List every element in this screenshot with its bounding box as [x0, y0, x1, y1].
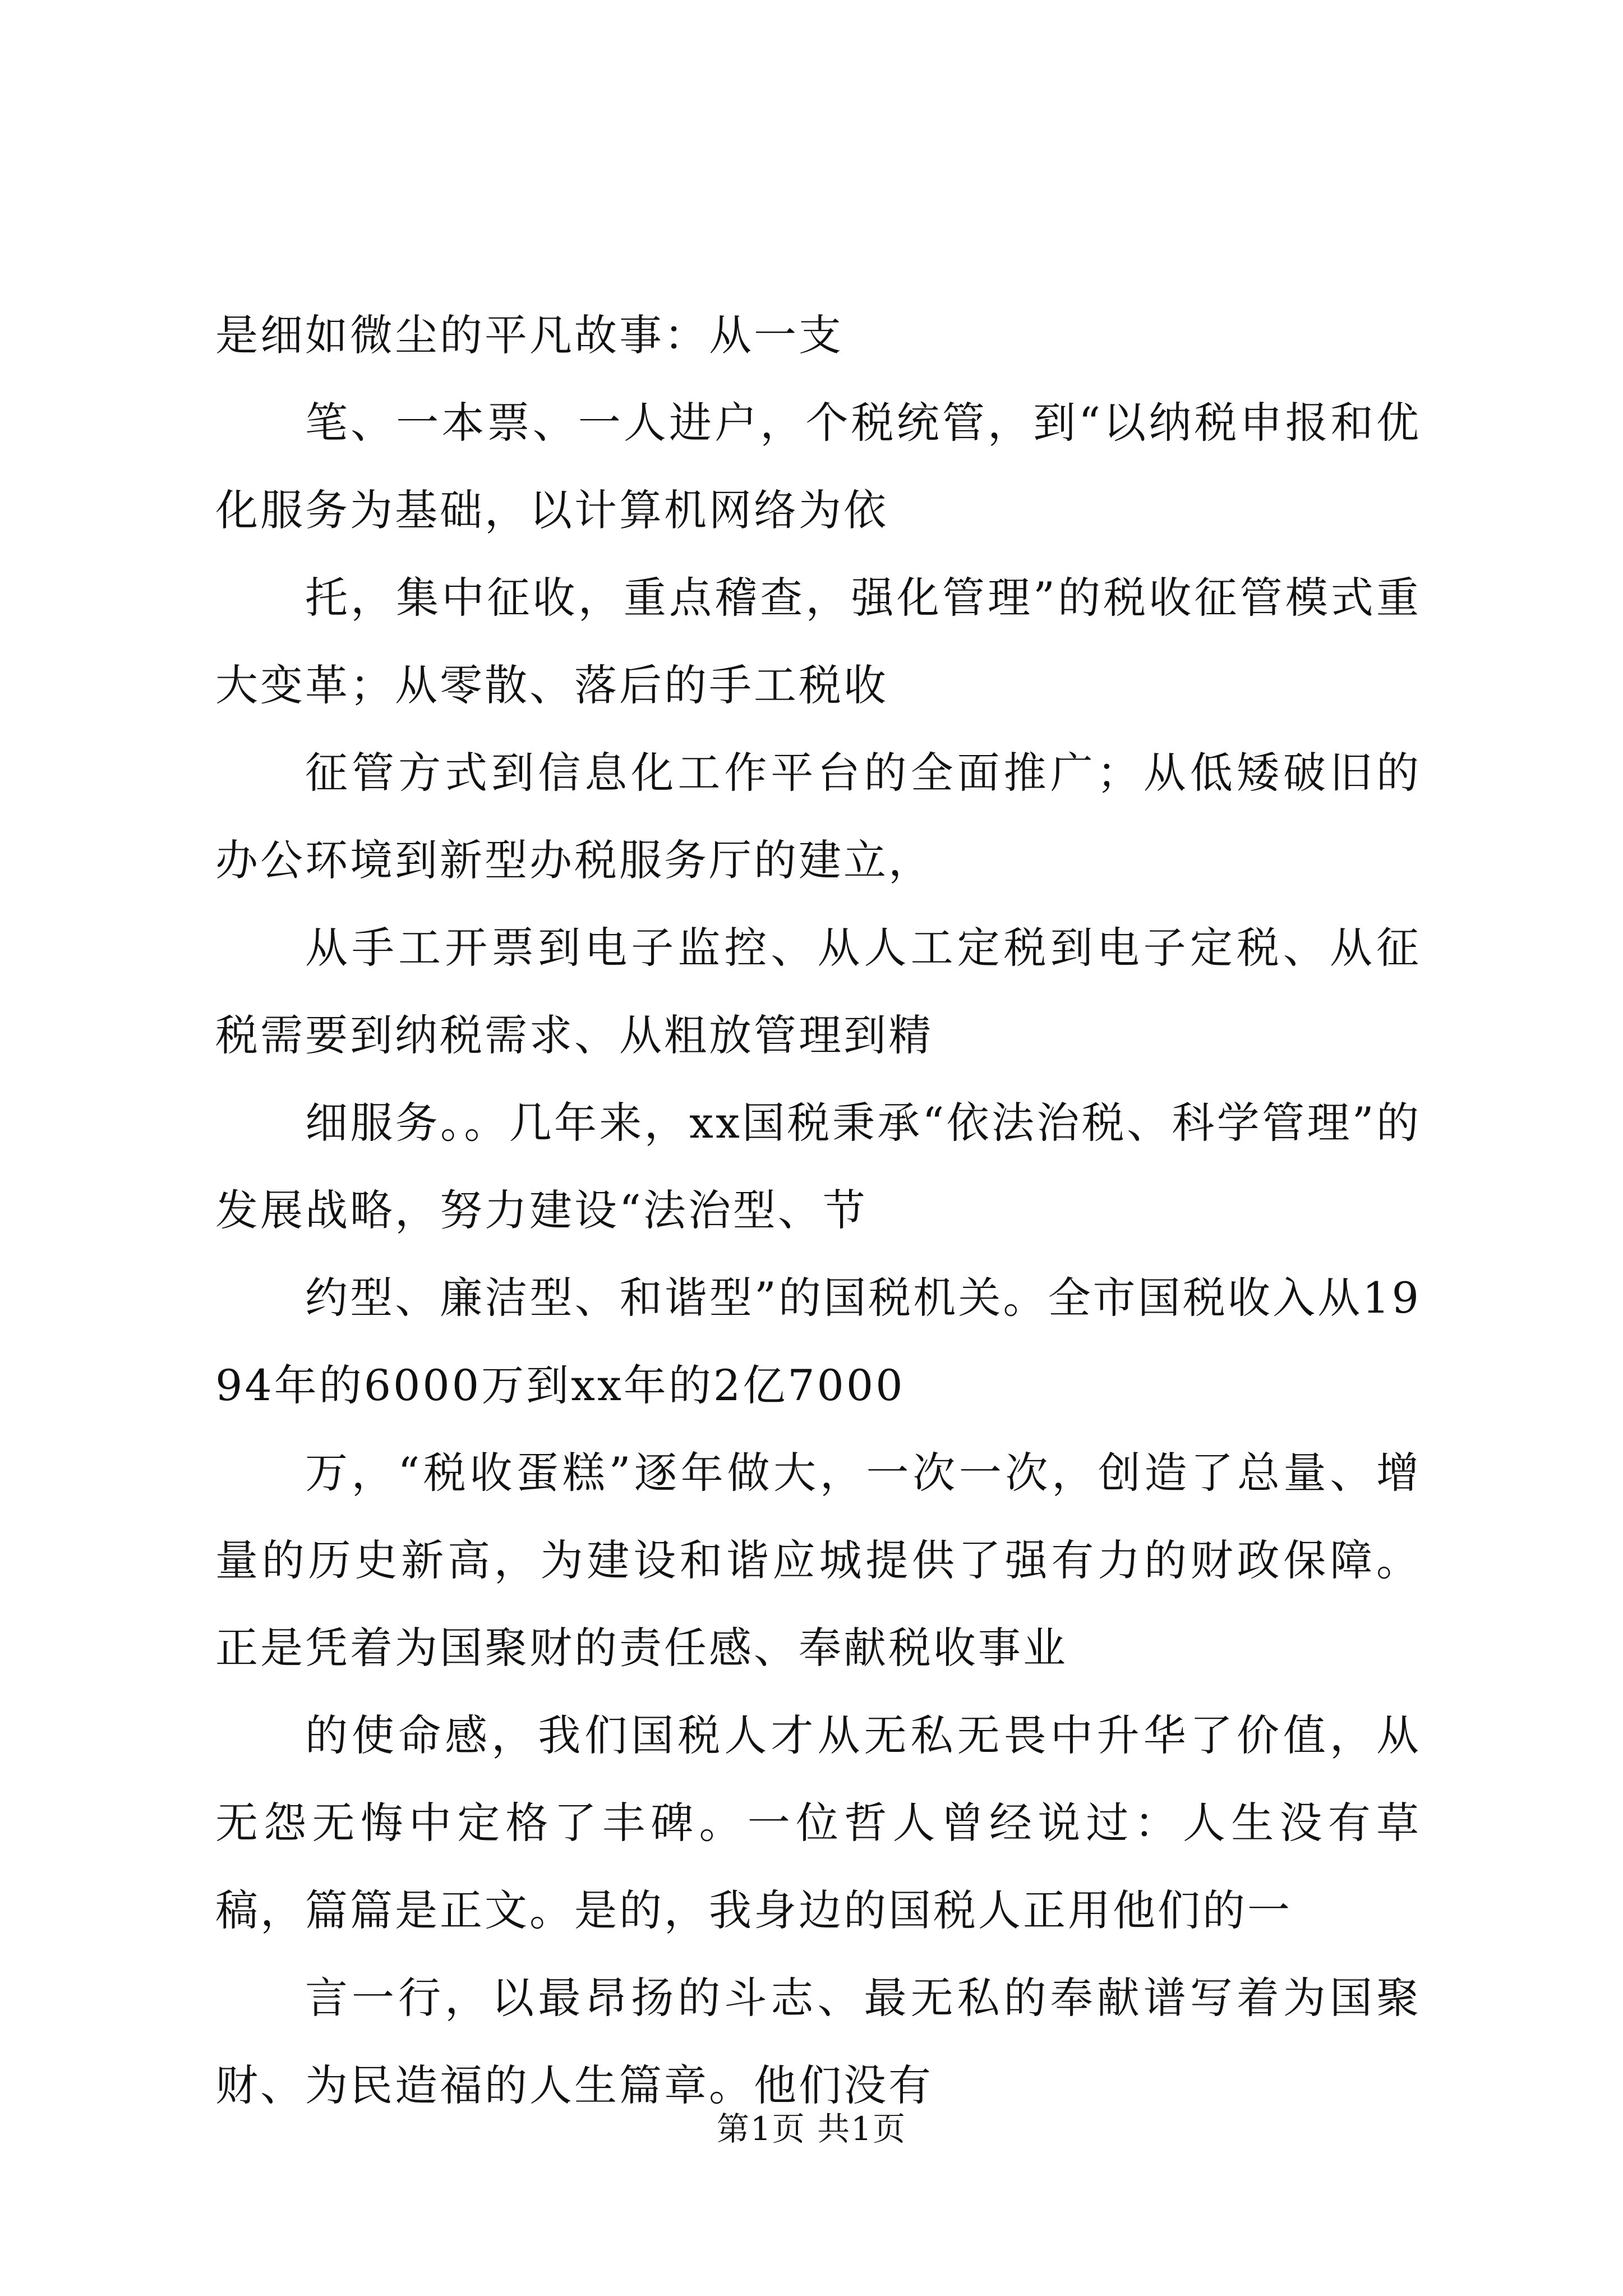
- paragraph-7: 约型、廉洁型、和谐型”的国税机关。全市国税收入从1994年的6000万到xx年的2亿7000: [215, 1273, 1421, 1410]
- paragraph-9: 的使命感，我们国税人才从无私无畏中升华了价值，从无怨无悔中定格了丰碑。一位哲人曾经说过：人生没有草稿，篇篇是正文。是的，我身边的国税人正用他们的一: [215, 1710, 1421, 1935]
- document-body: [215, 292, 1421, 2129]
- paragraph-6: 细服务。。几年来，xx国税秉承“依法治税、科学管理”的发展战略，努力建设“法治型、节: [215, 1098, 1421, 1235]
- paragraph-3: 托，集中征收，重点稽查，强化管理”的税收征管模式重大变革；从零散、落后的手工税收: [215, 573, 1421, 710]
- paragraph-5: 从手工开票到电子监控、从人工定税到电子定税、从征税需要到纳税需求、从粗放管理到精: [215, 923, 1421, 1060]
- paragraph-8: 万，“税收蛋糕”逐年做大，一次一次，创造了总量、增量的历史新高，为建设和谐应城提供了强有力的财政保障。正是凭着为国聚财的责任感、奉献税收事业: [215, 1448, 1421, 1673]
- paragraph-10: 言一行，以最昂扬的斗志、最无私的奉献谱写着为国聚财、为民造福的人生篇章。他们没有: [215, 1973, 1421, 2110]
- paragraph-2: 笔、一本票、一人进户，个税统管，到“以纳税申报和优化服务为基础，以计算机网络为依: [215, 398, 1421, 535]
- paragraph-1: 是细如微尘的平凡故事：从一支: [215, 310, 843, 360]
- page-footer: 第1页 共1页: [716, 2110, 907, 2148]
- paragraph-4: 征管方式到信息化工作平台的全面推广；从低矮破旧的办公环境到新型办税服务厅的建立，: [215, 748, 1421, 885]
